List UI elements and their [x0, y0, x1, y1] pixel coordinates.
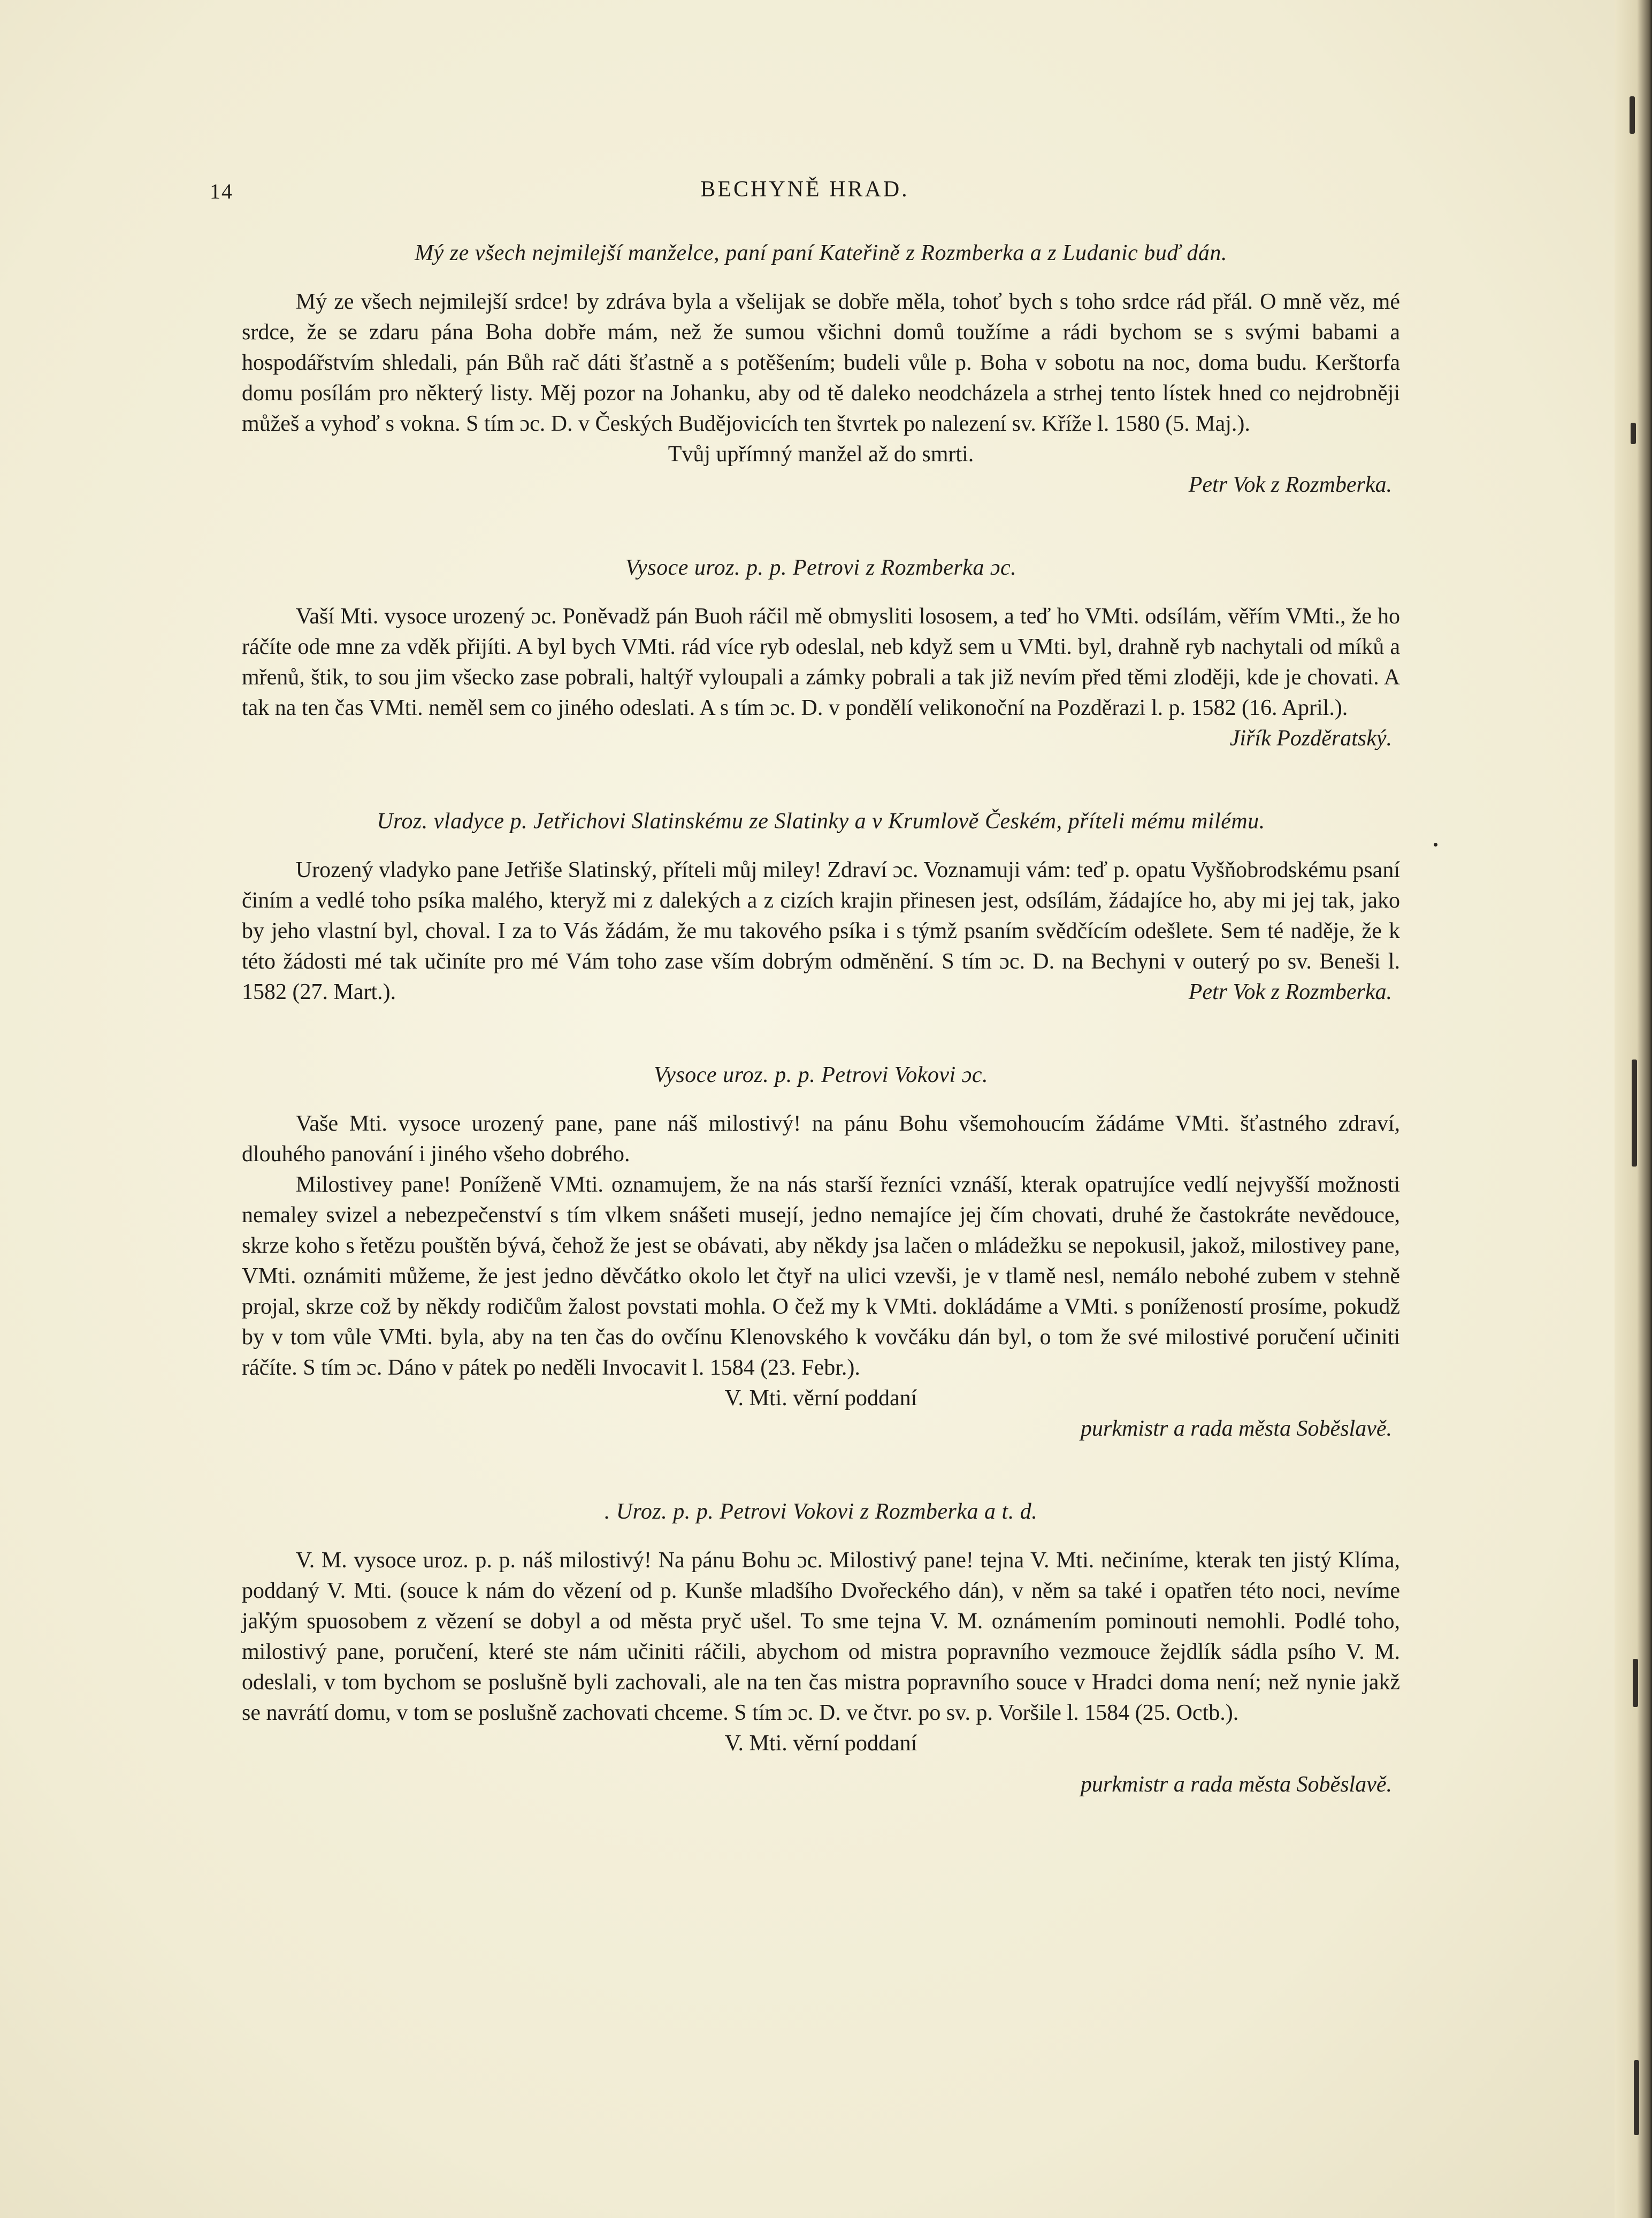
section-gap — [242, 1008, 1400, 1060]
spine-mark — [1632, 1060, 1637, 1167]
letter-body — [242, 855, 1400, 1008]
letter-address: Vysoce uroz. p. p. Petrovi z Rozmberka ɔc. — [625, 555, 1017, 580]
book-spine-edge — [1615, 0, 1652, 2218]
letter-body: Mý ze všech nejmilejší srdce! by zdráva byla a všelijak se dobře měla, tohoť bych s toho srdce rád přál. O mně věz, mé srdce, že se zdaru pána Boha dobře mám, než že sumou všichni domů toužíme a rádi bychom se s svými babami a hospodářstvím shledali, pán Bůh rač dáti šťastně a s potěšením; budeli vůle p. Boha v sobotu na noc, doma budu. Kerštorfa domu posílám pro některý listy. Měj pozor na Johanku, aby od tě daleko neodcházela a strhej tento lístek hned co nejdrobněji můžeš a vyhoď s vokna. S tím ɔc. D. v Českých Budějovicích ten štvrtek po nalezení sv. Kříže l. 1580 (5. Maj.). — [242, 289, 1400, 436]
letter-4 — [242, 1060, 1400, 1444]
section-gap — [242, 500, 1400, 553]
letter-signature: Jiřík Pozděratský. — [1229, 726, 1392, 751]
page-speck — [1434, 843, 1437, 847]
letter-address: Uroz. vladyce p. Jetřichovi Slatinskému ze Slatinky a v Krumlově Českém, příteli mému milému. — [377, 809, 1265, 834]
letter-signature: Petr Vok z Rozmberka. — [1188, 472, 1392, 497]
section-gap — [242, 1444, 1400, 1497]
page-number: 14 — [210, 179, 233, 203]
letter-2 — [242, 553, 1400, 754]
letter-signature: purkmistr a rada města Soběslavě. — [1080, 1416, 1392, 1441]
letter-5 — [242, 1497, 1400, 1800]
letter-3 — [242, 806, 1400, 1008]
letter-closing: Tvůj upřímný manžel až do smrti. — [668, 442, 974, 467]
letter-closing: V. Mti. věrní poddaní — [724, 1386, 917, 1411]
letter-address: . Uroz. p. p. Petrovi Vokovi z Rozmberka a t. d. — [604, 1499, 1038, 1524]
letter-body: Milostivey pane! Poníženě VMti. oznamujem, že na nás starší řezníci vznáší, kterak opatrujíce vedlí nejvyšší možnosti nemaley svizel a nebezpečenství s tím vlkem snášeti musejí, jedno nemajíce jej čím chovati, druhé že častokráte nevědouce, skrze koho s řetězu pouštěn bývá, čehož že jest se obávati, aby někdy jsa lačen o mládežku se nepokusil, jakož, milostivey pane, VMti. oznámiti můžeme, že jest jedno děvčátko okolo let čtyř na ulici vzevši, je v tlamě nesl, nemálo nebohé zubem v stehně projal, skrze což by někdy rodičům žalost povstati mohla. O čež my k VMti. dokládáme a VMti. s ponížeností prosíme, pokudž by v tom vůle VMti. byla, aby na ten čas do ovčínu Klenovského k vovčáku dán byl, o tom že své milostivé poručení učiniti ráčíte. S tím ɔc. Dáno v pátek po neděli Invocavit l. 1584 (23. Febr.). — [242, 1172, 1400, 1380]
running-title: BECHYNĚ HRAD. — [700, 177, 909, 202]
letter-signature: purkmistr a rada města Soběslavě. — [1080, 1772, 1392, 1797]
letter-body: Vaše Mti. vysoce urozený pane, pane náš milostivý! na pánu Bohu všemohoucím žádáme VMti. šťastného zdraví, dlouhého panování i jiného všeho dobrého. — [242, 1111, 1400, 1167]
section-gap — [242, 754, 1400, 806]
page-header — [210, 177, 1400, 207]
letter-body: Vaší Mti. vysoce urozený ɔc. Poněvadž pán Buoh ráčil mě obmysliti lososem, a teď ho VMti. odsílám, věřím VMti., že ho ráčíte ode mne za vděk přijíti. A byl bych VMti. rád více ryb odeslal, neb když sem u VMti. byl, drahně ryb nachytali od míků a mřenů, štik, to sou jim všecko zase pobrali, haltýř vyloupali a zámky pobrali a tak již nevím před těmi zloději, kde je chovati. A tak na ten čas VMti. neměl sem co jiného odeslati. A s tím ɔc. D. v pondělí velikonoční na Pozděrazi l. p. 1582 (16. April.). — [242, 604, 1400, 720]
spine-mark — [1630, 96, 1635, 134]
letter-body-text: Urozený vladyko pane Jetřiše Slatinský, příteli můj miley! Zdraví ɔc. Voznamuji vám: teď p. opatu Vyšňobrodskému psaní činím a vedlé toho psíka malého, kteryž mi z dalekých a z cizích krajin přinesen jest, odsílám, žádajíce ho, aby mi jej tak, jako by jeho vlastní byl, choval. I za to Vás žádám, že mu takového psíka i s týmž psaním svědčícím odešlete. Sem té naděje, že k této žádosti mé tak učiníte pro mé Vám toho zase vším dobrým odměnění. S tím ɔc. D. na Bechyni v outerý po sv. Beneši l. 1582 (27. Mart.). — [242, 858, 1400, 1004]
spine-mark — [1634, 2060, 1639, 2135]
letter-body: V. M. vysoce uroz. p. p. náš milostivý! Na pánu Bohu ɔc. Milostivý pane! tejna V. Mti. nečiníme, kterak ten jistý Klíma, poddaný V. Mti. (souce k nám do vězení od p. Kunše mladšího Dvořeckého dán), v něm sa také i opatřen této noci, nevíme jakým spuosobem z vězení se dobyl a od města pryč ušel. To sme tejna V. M. oznámením pominouti nemohli. Podlé toho, milostivý pane, poručení, které ste nám učiniti ráčili, abychom od mistra popravního vezmouce žejdlík sádla psího V. M. odeslali, v tom bychom se poslušně byli zachovali, ale na ten čas mistra popravního souce v Hradci doma není; než nynie jakž se navrátí domu, v tom se poslušně zachovati chceme. S tím ɔc. D. ve čtvr. po sv. p. Voršile l. 1584 (25. Octb.). — [242, 1548, 1400, 1725]
letter-closing: V. Mti. věrní poddaní — [724, 1731, 917, 1756]
spine-mark — [1631, 423, 1636, 444]
letter-1 — [242, 238, 1400, 500]
spine-mark — [1633, 1659, 1638, 1707]
letter-signature: Petr Vok z Rozmberka. — [1188, 980, 1392, 1004]
letter-address: Mý ze všech nejmilejší manželce, paní paní Kateřině z Rozmberka a z Ludanic buď dán. — [415, 241, 1227, 265]
letters-content — [242, 238, 1400, 1800]
letter-address: Vysoce uroz. p. p. Petrovi Vokovi ɔc. — [654, 1063, 988, 1087]
